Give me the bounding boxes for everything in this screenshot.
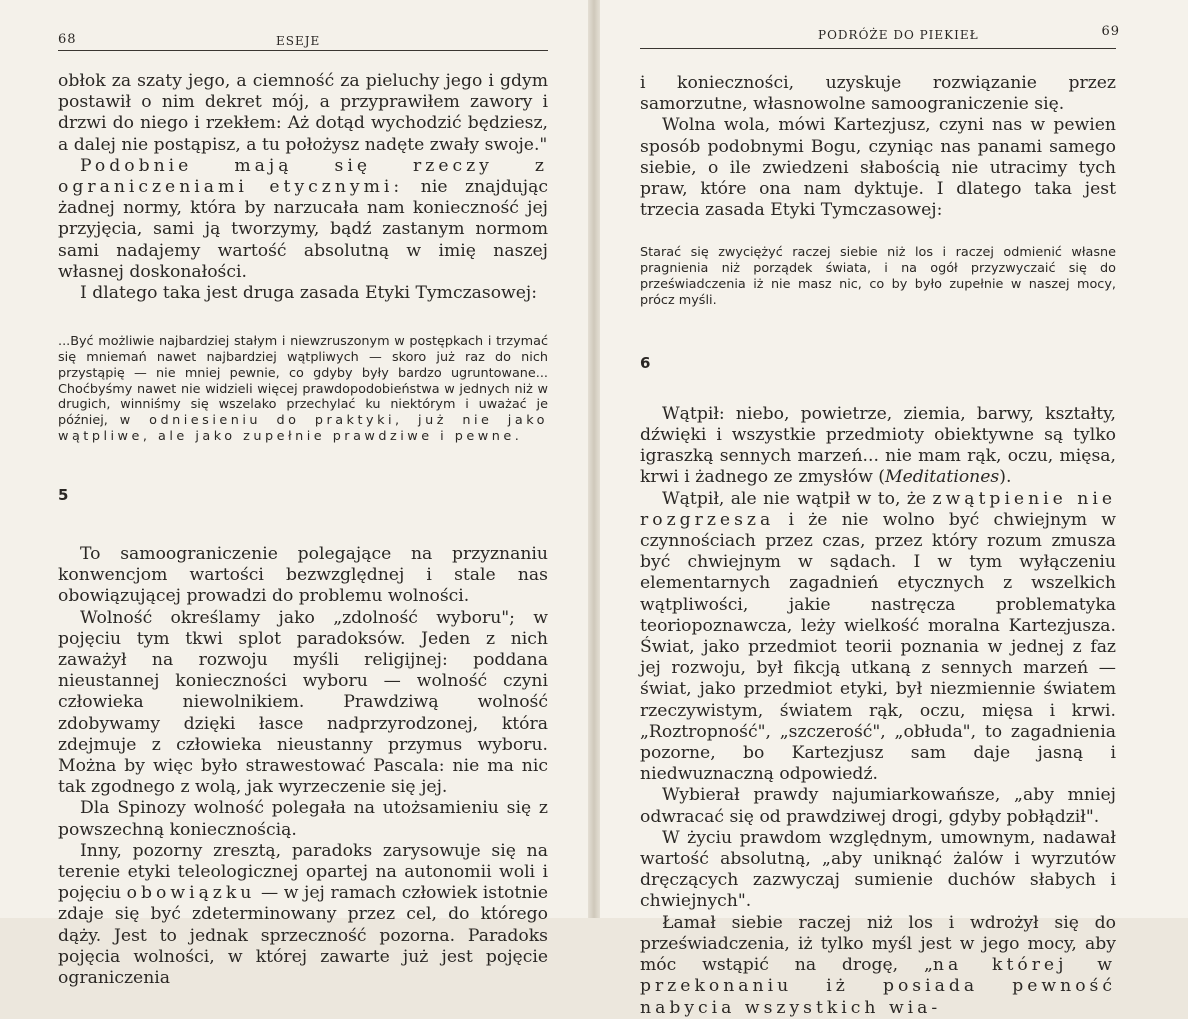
page-number: 68 — [58, 32, 77, 47]
paragraph: Dla Spinozy wolność polegała na utożsamieniu się z powszechną koniecznością. — [58, 798, 548, 840]
text: ). — [999, 467, 1012, 488]
paragraph — [58, 841, 548, 989]
spaced-text: zwątpienie nie rozgrzesza — [640, 488, 1116, 530]
paragraph: Wybierał prawdy najumiarkowańsze, „aby mniej odwracać się od prawdziwej drogi, gdyby pobłądził". — [640, 785, 1116, 827]
paragraph — [640, 489, 1116, 786]
paragraph: Wolna wola, mówi Kartezjusz, czyni nas w pewien sposób podobnymi Bogu, czyniąc nas panami samego siebie, o ile zwiedzeni słabością nie utracimy tych praw, które ona nam dyktuje. I dlatego taka jest trzecia zasada Etyki Tymczasowej: — [640, 115, 1116, 221]
spaced-text: obowiązku — [126, 883, 256, 904]
paragraph: I dlatego taka jest druga zasada Etyki Tymczasowej: — [80, 283, 538, 304]
paragraph — [58, 156, 548, 283]
right-page-body — [640, 73, 1116, 1019]
running-title: PODRÓŻE DO PIEKIEŁ — [818, 28, 979, 42]
spaced-text: Podobnie mają się rzeczy z ograniczeniami etycznymi: — [58, 155, 548, 198]
paragraph: obłok za szaty jego, a ciemność za pieluchy jego i gdym postawił o nim dekret mój, a przyprawiłem zawory i drzwi do niego i rzekłem: Aż dotąd wychodzić będziesz, a dalej nie postąpisz, a tu położysz nadęte zwały swoje." — [58, 71, 548, 155]
right-page — [594, 0, 1188, 1018]
text: Wątpił: niebo, powietrze, ziemia, barwy, kształty, dźwięki i wszystkie przedmioty obiektywne są tylko igraszką sennych marzeń... nie mam rąk, oczu, mięsa, krwi i żadnego ze zmysłów ( — [640, 403, 1116, 488]
paragraph: W życiu prawdom względnym, umownym, nadawał wartość absolutną, „aby uniknąć żalów i wyrzutów dręczących zazwyczaj sumienie duchów słabych i chwiejnych". — [640, 827, 1116, 912]
quote-text: ...Być możliwie najbardziej stałym i niewzruszonym w postępkach i trzymać się mniemań nawet najbardziej wątpliwych — skoro już raz do nich przystąpię — nie mniej pewnie, co gdyby były bardzo ugruntowane... Choćbyśmy nawet nie widzieli więcej prawdopodobieństwa w jednych niż w drugich, winniśmy się wszelako przechylać ku niektórym i uważać je później, — [58, 334, 548, 429]
left-page — [0, 0, 594, 989]
right-page-header — [640, 22, 1120, 49]
paragraph — [640, 404, 1116, 489]
spaced-text: w odniesieniu do praktyki, już nie jako wątpliwe, ale jako zupełnie prawdziwe i pewne. — [58, 413, 548, 445]
book-gutter — [588, 0, 600, 918]
text: Inny, pozorny zresztą, paradoks zarysowuje się na terenie etyki teleologicznej opartej na autonomii woli i pojęciu — [58, 840, 548, 904]
text: — w jej ramach człowiek istotnie zdaje się być zdeterminowany przez cel, do którego dąży. Jest to jednak sprzeczność pozorna. Paradoks pojęcia wolności, w której zawarte już jest pojęcie ograniczenia — [58, 883, 549, 989]
left-page-body — [58, 71, 548, 989]
paragraph — [640, 913, 1116, 1019]
paragraph: To samoograniczenie polegające na przyznaniu konwencjom wartości bezwzględnej i stale nas obowiązującej prowadzi do problemu wolności. — [58, 544, 548, 607]
text: Łamał siebie raczej niż los i wdrożył się do przeświadczenia, iż tylko myśl jest w jego mocy, aby móc wstąpić na drogę, „ — [640, 912, 1116, 976]
section-number: 6 — [640, 353, 651, 372]
block-quote: Starać się zwyciężyć raczej siebie niż los i raczej odmienić własne pragnienia niż porządek świata, i na ogół przyzwyczaić się do przeświadczenia iż nie masz nic, co by było zupełnie w naszej mocy, prócz myśli. — [640, 245, 1116, 308]
text: nie znajdując żadnej normy, która by narzucała nam konieczność jej przyjęcia, sami ją tworzymy, bądź zastanym normom sami nadajemy wartość absolutną w imię naszej własnej doskonałości. — [58, 177, 549, 282]
text: i że nie wolno być chwiejnym w czynnościach przez czas, przez który rozum zmusza być chwiejnym w sądach. I w tym wyłączeniu elementarnych zagadnień etycznych z wszelkich wątpliwości, jakie nastręcza problematyka teoriopoznawcza, leży wielkość moralna Kartezjusza. Świat, jako przedmiot teorii poznania w jednej z faz jej rozwoju, był fikcją utkaną z sennych marzeń — świat, jako przedmiot etyki, był niezmiennie światem rzeczywistym, światem rąk, oczu, mięsa i krwi. „Roztropność", „szczerość", „obłuda", to zagadnienia pozorne, bo Kartezjusz sam daje jasną i niedwuznaczną odpowiedź. — [640, 509, 1116, 785]
italic-title: Meditationes — [885, 467, 1000, 488]
spaced-text: na której w przekonaniu iż posiada pewność nabycia wszystkich wia- — [640, 955, 1116, 1018]
page-number: 69 — [1101, 24, 1120, 39]
paragraph: Wolność określamy jako „zdolność wyboru"; w pojęciu tym tkwi splot paradoksów. Jeden z nich zaważył na rozwoju myśli religijnej: poddana nieustannej konieczności wyboru — wolność czyni człowieka niewolnikiem. Prawdziwą wolność zdobywamy dzięki łasce nadprzyrodzonej, która zdejmuje z człowieka nieustanny przymus wyboru. Można by więc było strawestować Pascala: nie ma nic tak zgodnego z wolą, jak wyrzeczenie się jej. — [58, 607, 548, 798]
text: Wątpił, ale nie wątpił w to, że — [662, 488, 933, 509]
section-number: 5 — [58, 485, 69, 504]
paragraph: i konieczności, uzyskuje rozwiązanie przez samorzutne, własnowolne samoograniczenie się. — [640, 73, 1116, 115]
left-page-header — [58, 24, 548, 51]
running-title: ESEJE — [276, 34, 321, 48]
block-quote — [58, 334, 548, 445]
